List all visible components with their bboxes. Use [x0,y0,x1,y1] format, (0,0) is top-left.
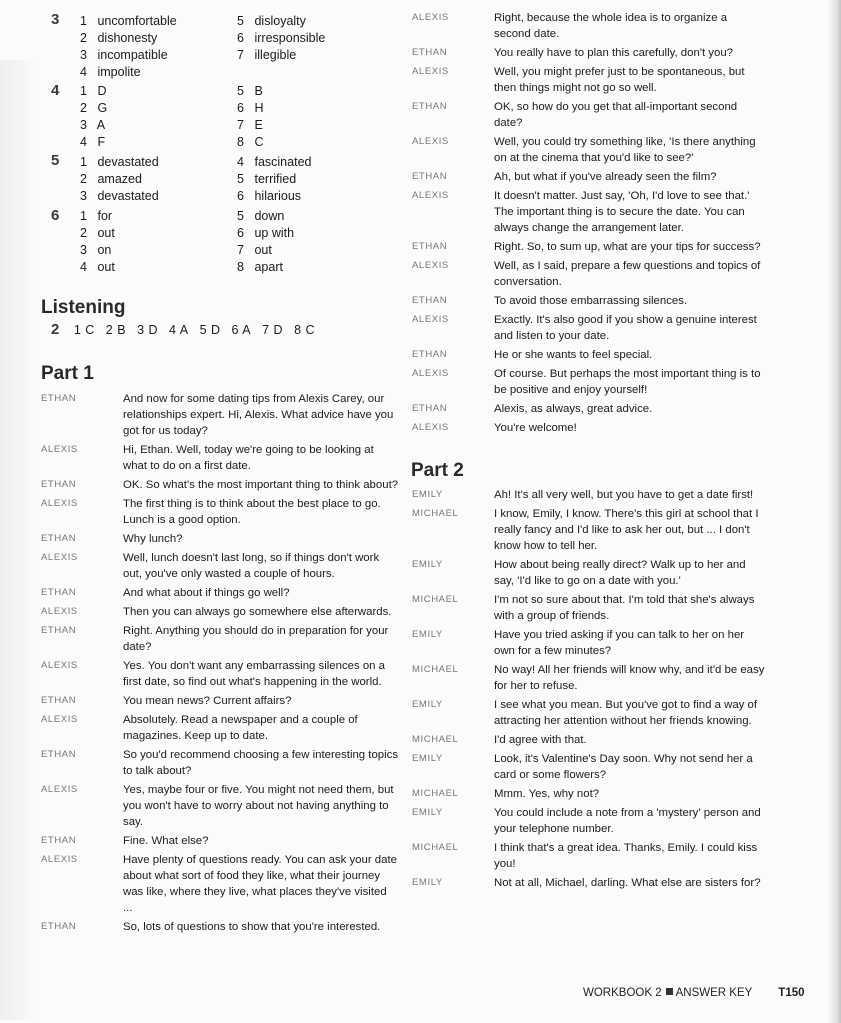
dialogue-line [412,99,766,131]
dialogue-text: Absolutely. Read a newspaper and a couple of magazines. Keep up to date. [123,714,358,742]
dialogue-text: Of course. But perhaps the most important thing is to be positive and enjoy yourself! [494,368,761,396]
dialogue-line [41,604,399,620]
answer-item: 8 C [294,323,316,337]
answer-item: 6 A [231,323,252,337]
speaker-name: ETHAN [412,47,448,58]
exercise-number: 3 [51,11,60,28]
speaker-name: ETHAN [412,349,448,360]
dialogue-text: I see what you mean. But you've got to find a way of attracting her attention without her friends knowing. [494,699,758,727]
page-number: T150 [778,987,805,999]
dialogue-text: Yes. You don't want any embarrassing silences on a first date, so find out what's happening in the world. [123,660,386,688]
answer-item: 2 dishonesty [80,31,158,45]
answer-item: 7 out [237,243,272,257]
book-label: WORKBOOK 2 [583,987,662,999]
dialogue-text: Hi, Ethan. Well, today we're going to be looking at what to do on a first date. [123,444,374,472]
answer-item: 5 disloyalty [237,14,306,28]
section-label: ANSWER KEY [675,987,753,999]
dialogue-text: Have you tried asking if you can talk to her on her own for a few minutes? [494,629,745,657]
answer-item: 6 up with [237,226,295,240]
speaker-name: ETHAN [41,533,77,544]
dialogue-text: Not at all, Michael, darling. What else are sisters for? [494,877,761,889]
dialogue-line [412,134,766,166]
part1-heading: Part 1 [41,363,94,384]
dialogue-line [41,550,399,582]
dialogue-text: Exactly. It's also good if you show a genuine interest and listen to your date. [494,314,757,342]
square-bullet-icon [666,988,673,995]
dialogue-line [412,366,766,398]
dialogue-line [412,45,766,61]
speaker-name: ALEXIS [412,12,449,23]
dialogue-line [41,477,399,493]
dialogue-text: And now for some dating tips from Alexis Carey, our relationships expert. Hi, Alexis. What advice have you got for us today? [123,393,394,437]
dialogue-line [41,852,399,916]
speaker-name: ALEXIS [41,606,78,617]
answer-item: 5 down [237,209,285,223]
speaker-name: MICHAEL [412,594,459,605]
listening-answers [51,321,326,338]
answer-item: 8 apart [237,260,283,274]
speaker-name: ETHAN [41,749,77,760]
dialogue-line [412,64,766,96]
dialogue-text: Ah! It's all very well, but you have to get a date first! [494,489,754,501]
speaker-name: EMILY [412,559,443,570]
dialogue-text: You're welcome! [494,422,577,434]
answer-item: 1 devastated [80,155,159,169]
answer-item: 6 hilarious [237,189,302,203]
dialogue-text: Well, you might prefer just to be spontaneous, but then things might not go so well. [494,66,745,94]
speaker-name: EMILY [412,629,443,640]
part2-heading: Part 2 [411,460,464,481]
dialogue-text: I'd agree with that. [494,734,587,746]
dialogue-text: You mean news? Current affairs? [123,695,292,707]
dialogue-text: He or she wants to feel special. [494,349,653,361]
dialogue-text: I'm not so sure about that. I'm told that she's always with a group of friends. [494,594,755,622]
dialogue-text: Right. So, to sum up, what are your tips for success? [494,241,761,253]
dialogue-text: You really have to plan this carefully, don't you? [494,47,733,59]
exercise-number: 6 [51,207,60,224]
speaker-name: ALEXIS [41,784,78,795]
answer-item: 3 on [80,243,112,257]
dialogue-text: No way! All her friends will know why, and it'd be easy for her to refuse. [494,664,765,692]
part1-transcript-continued [412,10,766,439]
dialogue-text: Right. Anything you should do in preparation for your date? [123,625,389,653]
speaker-name: ETHAN [412,295,448,306]
speaker-name: ALEXIS [412,314,449,325]
answer-item: 5 B [237,84,263,98]
page-shadow [0,60,40,1020]
dialogue-line [412,188,766,236]
speaker-name: MICHAEL [412,842,459,853]
speaker-name: ETHAN [41,835,77,846]
speaker-name: ETHAN [412,403,448,414]
dialogue-text: To avoid those embarrassing silences. [494,295,688,307]
answer-item: 7 illegible [237,48,297,62]
answer-item: 3 A [80,118,106,132]
answer-item: 1 D [80,84,107,98]
answer-item: 2 B [105,323,127,337]
page-footer [583,987,805,999]
dialogue-line [41,531,399,547]
dialogue-text: Alexis, as always, great advice. [494,403,653,415]
speaker-name: ETHAN [41,479,77,490]
dialogue-line [41,833,399,849]
exercise-number: 5 [51,152,60,169]
answer-item: 4 fascinated [237,155,312,169]
speaker-name: ALEXIS [412,136,449,147]
dialogue-line [412,732,766,748]
dialogue-line [412,557,766,589]
answer-item: 7 D [262,323,284,337]
speaker-name: MICHAEL [412,788,459,799]
dialogue-line [412,347,766,363]
speaker-name: ALEXIS [412,190,449,201]
speaker-name: ALEXIS [41,714,78,725]
speaker-name: ETHAN [412,171,448,182]
answer-item: 1 C [73,323,95,337]
speaker-name: ETHAN [41,393,77,404]
speaker-name: EMILY [412,807,443,818]
dialogue-line [41,747,399,779]
dialogue-text: OK. So what's the most important thing to think about? [123,479,399,491]
dialogue-line [41,658,399,690]
dialogue-text: Mmm. Yes, why not? [494,788,600,800]
dialogue-line [412,487,766,503]
dialogue-line [412,662,766,694]
answer-item: 5 D [199,323,221,337]
dialogue-text: Have plenty of questions ready. You can ask your date about what sort of food they like, what their journey was like, where they live, what places they've visited ... [123,854,397,914]
speaker-name: ETHAN [41,625,77,636]
speaker-name: ETHAN [412,241,448,252]
speaker-name: ALEXIS [412,66,449,77]
dialogue-line [41,919,399,935]
dialogue-text: So you'd recommend choosing a few interesting topics to talk about? [123,749,399,777]
speaker-name: ALEXIS [41,552,78,563]
answer-item: 3 D [137,323,159,337]
speaker-name: ALEXIS [412,368,449,379]
dialogue-text: Then you can always go somewhere else afterwards. [123,606,392,618]
dialogue-line [412,592,766,624]
speaker-name: ALEXIS [41,854,78,865]
exercise-number: 4 [51,82,60,99]
dialogue-text: The first thing is to think about the best place to go. Lunch is a good option. [123,498,381,526]
dialogue-line [412,169,766,185]
listening-heading: Listening [41,297,126,318]
dialogue-text: Why lunch? [123,533,183,545]
speaker-name: ETHAN [412,101,448,112]
answer-item: 4 F [80,135,106,149]
dialogue-text: Well, as I said, prepare a few questions and topics of conversation. [494,260,761,288]
answer-item: 4 A [169,323,189,337]
dialogue-text: Well, you could try something like, 'Is there anything on at the cinema that you'd like to see?' [494,136,756,164]
speaker-name: EMILY [412,699,443,710]
answer-item: 1 for [80,209,113,223]
answer-item: 2 G [80,101,108,115]
dialogue-line [412,401,766,417]
dialogue-text: How about being really direct? Walk up to her and say, 'I'd like to go on a date with you.' [494,559,746,587]
part1-transcript [41,391,399,938]
dialogue-line [412,627,766,659]
speaker-name: ALEXIS [412,422,449,433]
dialogue-line [41,623,399,655]
dialogue-line [412,697,766,729]
dialogue-line [41,712,399,744]
dialogue-text: You could include a note from a 'mystery' person and your telephone number. [494,807,761,835]
dialogue-text: Well, lunch doesn't last long, so if things don't work out, you've only wasted a couple of hours. [123,552,380,580]
speaker-name: ALEXIS [41,660,78,671]
dialogue-line [412,239,766,255]
dialogue-line [412,10,766,42]
dialogue-text: It doesn't matter. Just say, 'Oh, I'd love to see that.' The important thing is to secure the date. You can always change the arrangement later. [494,190,750,234]
answer-item: 8 C [237,135,264,149]
dialogue-line [41,693,399,709]
dialogue-line [41,782,399,830]
answer-item: 2 out [80,226,115,240]
dialogue-line [41,391,399,439]
dialogue-line [41,442,399,474]
dialogue-text: Yes, maybe four or five. You might not need them, but you won't have to worry about not having anything to say. [123,784,394,828]
speaker-name: ALEXIS [412,260,449,271]
dialogue-line [412,751,766,783]
dialogue-line [412,840,766,872]
speaker-name: EMILY [412,877,443,888]
answer-item: 5 terrified [237,172,297,186]
dialogue-text: I think that's a great idea. Thanks, Emily. I could kiss you! [494,842,758,870]
answer-item: 1 uncomfortable [80,14,177,28]
speaker-name: EMILY [412,489,443,500]
speaker-name: ETHAN [41,921,77,932]
speaker-name: EMILY [412,753,443,764]
exercise-number: 2 [51,321,60,338]
dialogue-line [412,312,766,344]
speaker-name: ETHAN [41,695,77,706]
speaker-name: MICHAEL [412,664,459,675]
dialogue-text: And what about if things go well? [123,587,290,599]
dialogue-text: Fine. What else? [123,835,209,847]
dialogue-line [412,506,766,554]
speaker-name: ALEXIS [41,498,78,509]
dialogue-text: Right, because the whole idea is to organize a second date. [494,12,728,40]
answer-item: 6 H [237,101,264,115]
dialogue-line [412,786,766,802]
dialogue-line [412,258,766,290]
dialogue-line [412,875,766,891]
dialogue-line [412,293,766,309]
answer-item: 2 amazed [80,172,142,186]
answer-item: 7 E [237,118,263,132]
answer-item: 6 irresponsible [237,31,326,45]
dialogue-text: So, lots of questions to show that you're interested. [123,921,381,933]
answer-item: 3 incompatible [80,48,168,62]
dialogue-line [41,496,399,528]
dialogue-line [412,805,766,837]
page-edge-shadow [827,0,841,1023]
speaker-name: MICHAEL [412,734,459,745]
part2-transcript [412,487,766,894]
dialogue-line [412,420,766,436]
answer-item: 3 devastated [80,189,159,203]
dialogue-text: I know, Emily, I know. There's this girl at school that I really fancy and I'd like to ask her out, but ... I don't know how to tell her. [494,508,759,552]
answer-item: 4 out [80,260,115,274]
answer-item: 4 impolite [80,65,141,79]
dialogue-text: OK, so how do you get that all-important second date? [494,101,738,129]
speaker-name: ALEXIS [41,444,78,455]
speaker-name: MICHAEL [412,508,459,519]
dialogue-line [41,585,399,601]
dialogue-text: Look, it's Valentine's Day soon. Why not send her a card or some flowers? [494,753,753,781]
dialogue-text: Ah, but what if you've already seen the film? [494,171,717,183]
speaker-name: ETHAN [41,587,77,598]
